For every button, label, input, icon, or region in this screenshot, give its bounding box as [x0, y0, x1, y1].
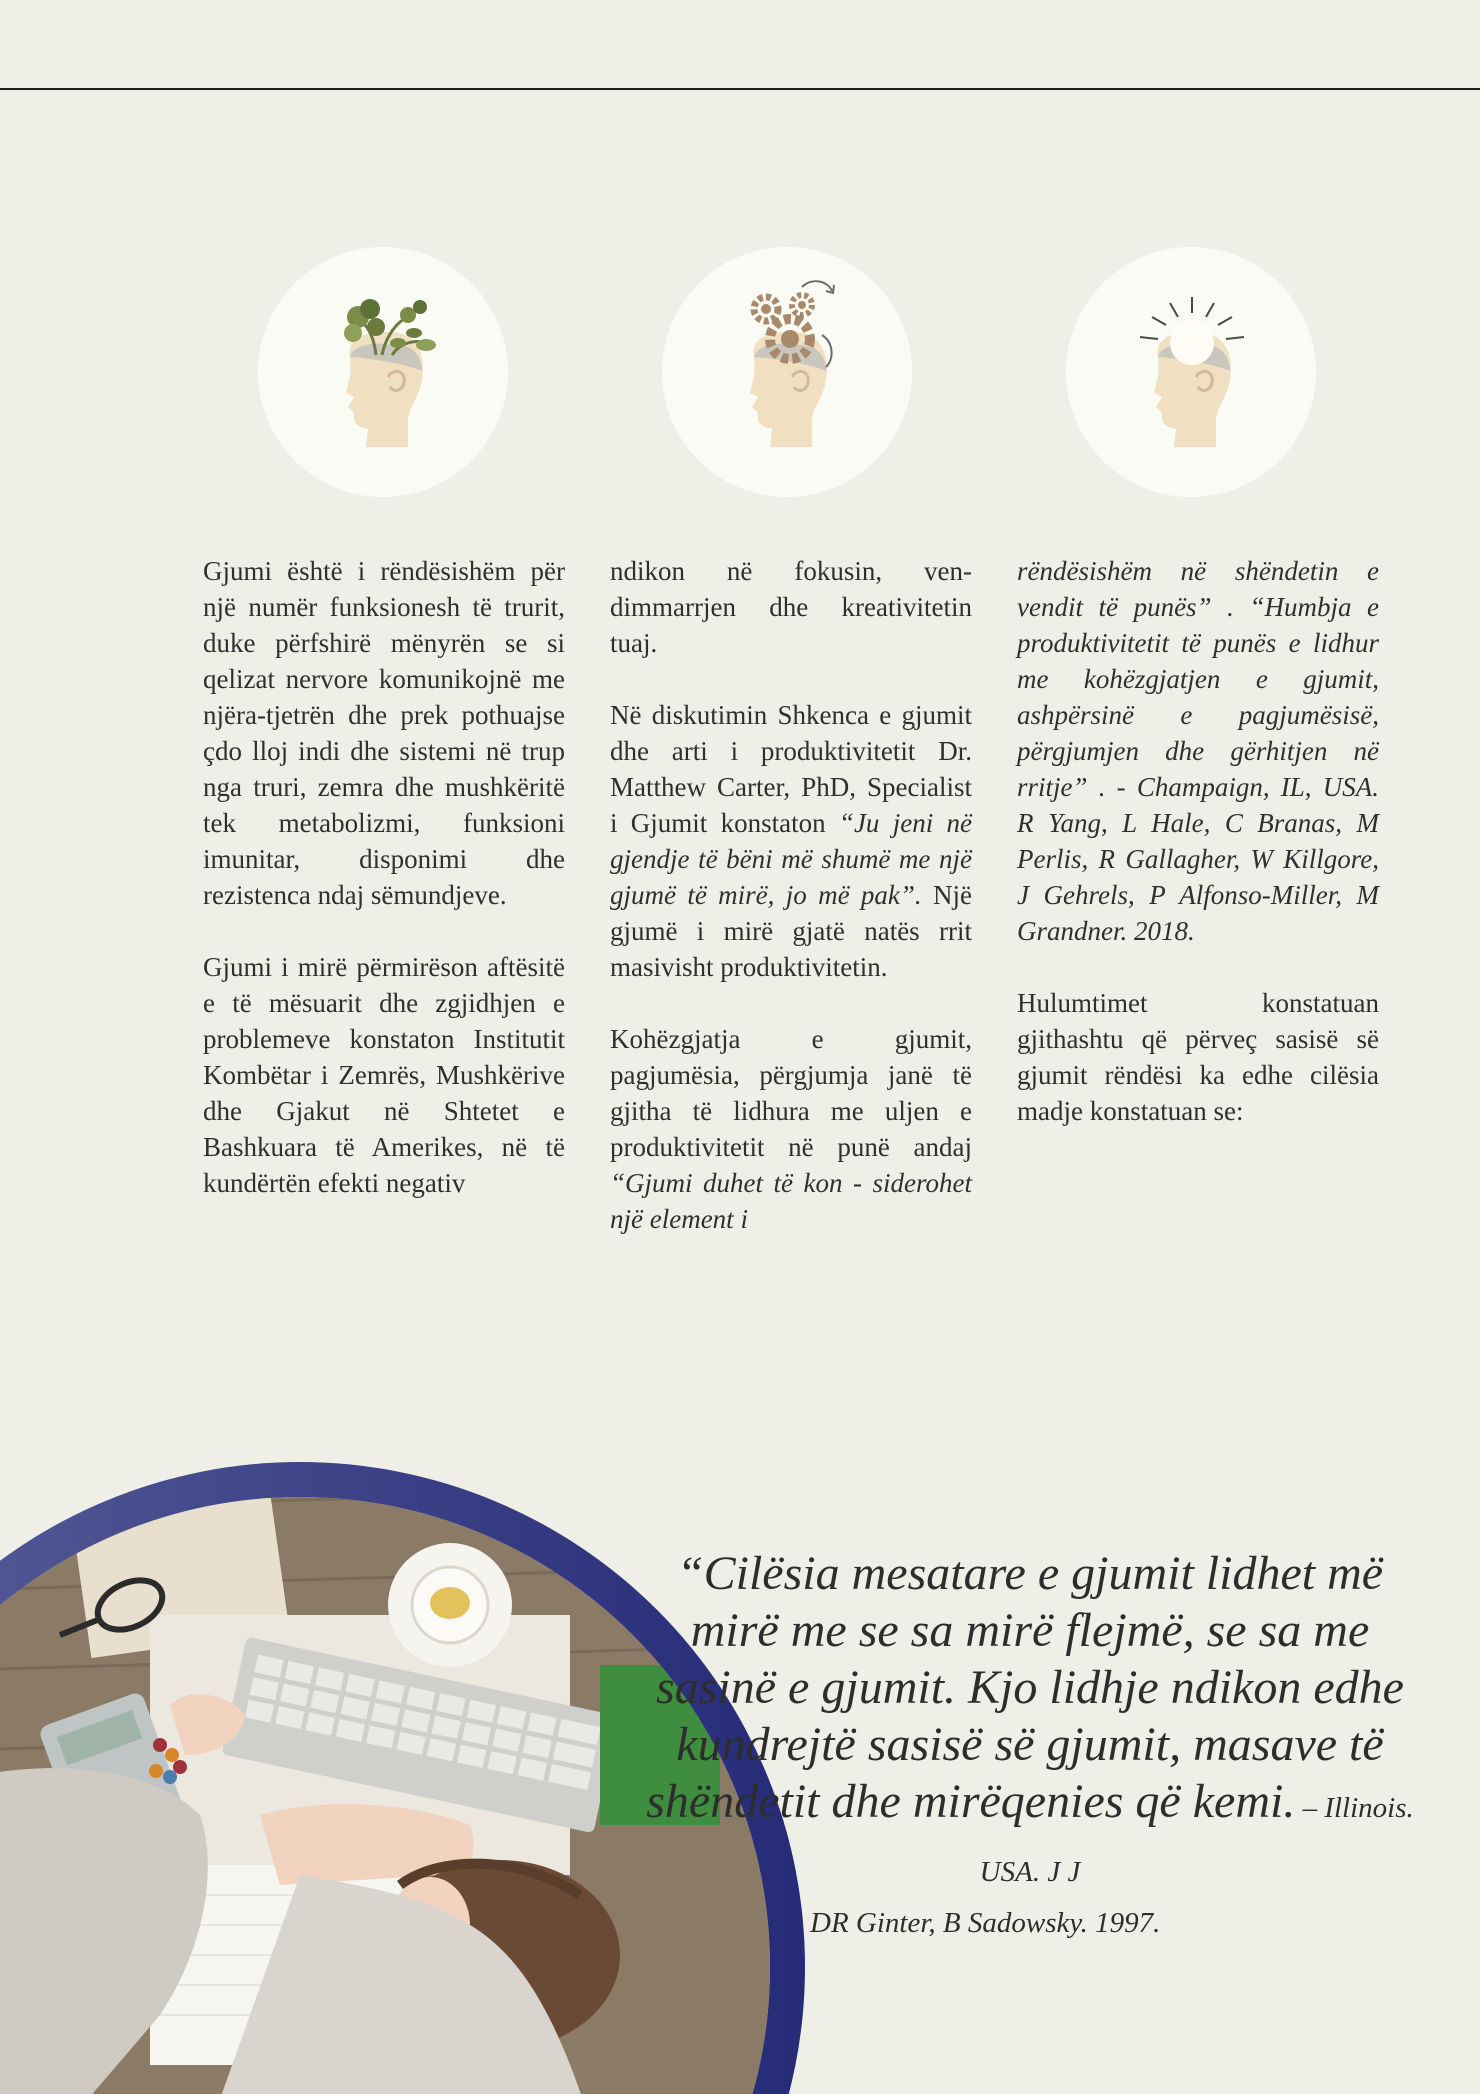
text-run: Kohëzgjatja e gjumit, pagjumësia, përgjumja janë të gjitha të lidhura me uljen e produktivitetit në punë andaj [610, 1024, 972, 1162]
paragraph [1017, 553, 1379, 949]
icon-circle-light [1066, 247, 1316, 497]
text-column-2 [610, 553, 972, 1237]
quote-source: – Illinois. USA. J J [979, 1792, 1414, 1888]
head-light-icon [1066, 247, 1316, 497]
paragraph [610, 1021, 972, 1237]
paragraph: Hulumtimet konstatuan gjithashtu që përveç sasisë së gjumit rëndësi ka edhe cilësia madje konstatuan se: [1017, 988, 1379, 1126]
text-run: Një gjumë i mirë gjatë natës rrit masivisht produktivitetin. [610, 880, 972, 982]
text-column-3 [1017, 553, 1379, 1129]
head-gears-icon [662, 247, 912, 497]
text-run: Në diskutimin Shkenca e gjumit dhe arti i produktivitetit Dr. Matthew Carter, PhD, Specialist i Gjumit konstaton [610, 700, 972, 838]
icon-circle-plants [258, 247, 508, 497]
quote-run: rëndësishëm në shëndetin e vendit të punës” . “Humbja e produktivitetit të punës e lidhur me kohëzgjatjen e gjumit, ashpërsinë e pagjumësisë, përgjumjen dhe gërhitjen në rritje” . - Champaign, IL, USA. R Yang, L Hale, C Branas, M Perlis, R Gallagher, W Killgore, J Gehrels, P Alfonso-Miller, M Grandner. 2018. [1017, 556, 1379, 946]
quote-source-authors: DR Ginter, B Sadowsky. 1997. [810, 1907, 1161, 1939]
quote-run: “Gjumi duhet të kon - siderohet një element i [610, 1168, 972, 1234]
icon-circle-gears [662, 247, 912, 497]
paragraph: Gjumi i mirë përmirëson aftësitë e të mësuarit dhe zgjidhjen e problemeve konstaton Institutit Kombëtar i Zemrës, Mushkërive dhe Gjakut në Shtetet e Bashkuara të Amerikes, në të kundërtën efekti negativ [203, 952, 565, 1198]
pull-quote [640, 1545, 1420, 1943]
paragraph [610, 697, 972, 985]
quote-text: “Cilësia mesatare e gjumit lidhet më mirë me se sa mirë flejmë, se sa me sasinë e gjumit. Kjo lidhje ndikon edhe kundrejtë sasisë së gjumit, masave të shëndetit dhe mirëqenies që kemi. [646, 1547, 1404, 1828]
head-plants-icon [258, 247, 508, 497]
text-column-1 [203, 553, 565, 1201]
top-rule [0, 88, 1480, 90]
quote-run: “Ju jeni në gjendje të bëni më shumë me një gjumë të mirë, jo më pak”. [610, 808, 972, 910]
paragraph: ndikon në fokusin, vendimmarrjen dhe kreativitetin tuaj. [610, 556, 972, 658]
paragraph: Gjumi është i rëndësishëm për një numër funksionesh të trurit, duke përfshirë mënyrën se si qelizat nervore komunikojnë me njëra-tjetrën dhe prek pothuajse çdo lloj indi dhe sistemi në trup nga truri, zemra dhe mushkëritë tek metabolizmi, funksioni imunitar, disponimi dhe rezistenca ndaj sëmundjeve. [203, 556, 565, 910]
